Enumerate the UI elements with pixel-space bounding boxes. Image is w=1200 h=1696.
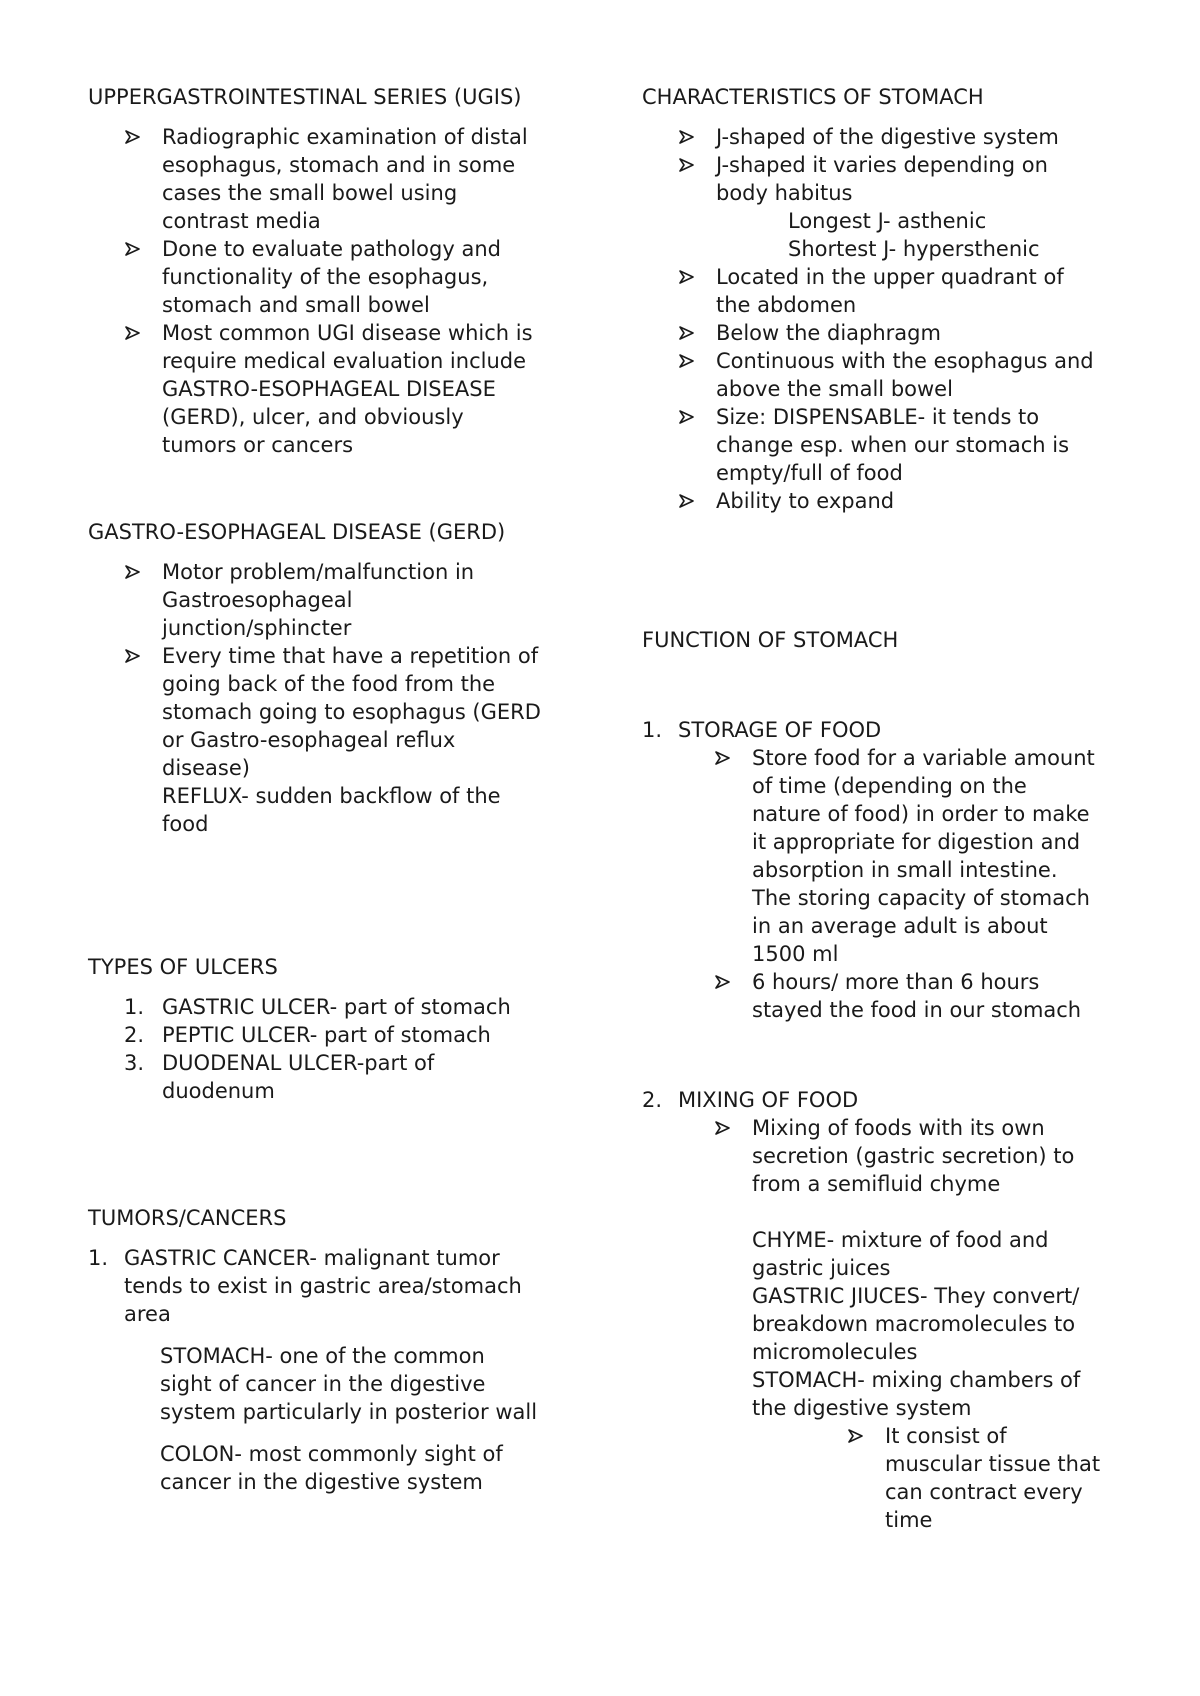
text-line: J-shaped of the digestive system [716, 125, 1059, 149]
text-line: nature of food) in order to make [752, 802, 1090, 826]
arrow-bullet-icon [678, 487, 696, 515]
text-line: Done to evaluate pathology and [162, 237, 501, 261]
ugis-heading: UPPERGASTROINTESTINAL SERIES (UGIS) [88, 85, 522, 109]
bullet-text [752, 968, 1081, 1024]
text-line: Gastroesophageal [162, 588, 353, 612]
list-number: 1. [124, 995, 145, 1019]
text-line: junction/sphincter [162, 616, 352, 640]
text-line: tends to exist in gastric area/stomach [124, 1274, 522, 1298]
char-bullet-6 [642, 403, 1124, 487]
text-line: body habitus [716, 181, 853, 205]
mixing-sub-bullet [642, 1422, 1124, 1534]
arrow-bullet-icon [678, 347, 696, 375]
text-line: tumors or cancers [162, 433, 354, 457]
char-bullet-2 [642, 151, 1124, 207]
gerd-bullet-1 [88, 558, 588, 642]
text-line: REFLUX- sudden backflow of the [162, 784, 501, 808]
list-text [124, 1244, 522, 1328]
text-line: stomach and small bowel [162, 293, 430, 317]
text-line: Continuous with the esophagus and [716, 349, 1094, 373]
bullet-text [716, 319, 941, 347]
storage-bullet-1 [642, 744, 1124, 968]
text-line: Mixing of foods with its own [752, 1116, 1045, 1140]
arrow-bullet-icon [678, 319, 696, 347]
bullet-text [752, 1114, 1074, 1198]
ulcers-heading: TYPES OF ULCERS [88, 955, 278, 979]
text-line: the digestive system [752, 1396, 972, 1420]
text-line: cases the small bowel using [162, 181, 458, 205]
stomach-cancer-note [88, 1342, 588, 1426]
text-line: or Gastro-esophageal reflux [162, 728, 456, 752]
tumor-item-1 [88, 1244, 588, 1328]
bullet-text [162, 123, 528, 235]
arrow-bullet-icon [714, 1114, 732, 1142]
list-text [162, 1049, 434, 1105]
text-line: Longest J- asthenic [788, 209, 987, 233]
char-bullet-3 [642, 263, 1124, 319]
text-line: Ability to expand [716, 489, 895, 513]
arrow-bullet-icon [678, 123, 696, 151]
char-bullet-4 [642, 319, 1124, 347]
text-line: functionality of the esophagus, [162, 265, 489, 289]
text-line: Most common UGI disease which is [162, 321, 533, 345]
list-number: 2. [124, 1023, 145, 1047]
text-line: contrast media [162, 209, 321, 233]
list-number: 3. [124, 1051, 145, 1075]
arrow-bullet-icon [714, 968, 732, 996]
text-line: sight of cancer in the digestive [160, 1372, 486, 1396]
text-line: It consist of [885, 1424, 1007, 1448]
right-column [642, 82, 1124, 1534]
arrow-bullet-icon [678, 403, 696, 431]
text-line: cancer in the digestive system [160, 1470, 483, 1494]
bullet-text [716, 123, 1059, 151]
ulcer-item-1 [88, 993, 588, 1021]
bullet-text [716, 487, 894, 515]
gerd-heading: GASTRO-ESOPHAGEAL DISEASE (GERD) [88, 520, 506, 544]
text-line: absorption in small intestine. [752, 858, 1058, 882]
text-line: 1500 ml [752, 942, 839, 966]
arrow-bullet-icon [714, 744, 732, 772]
list-text [678, 716, 881, 744]
bullet-text [716, 151, 1048, 207]
colon-cancer-note [88, 1440, 588, 1496]
text-line: can contract every [885, 1480, 1083, 1504]
text-line: stomach going to esophagus (GERD [162, 700, 541, 724]
ulcer-item-2 [88, 1021, 588, 1049]
storage-bullet-2 [642, 968, 1124, 1024]
text-line: of time (depending on the [752, 774, 1027, 798]
text-line: from a semifluid chyme [752, 1172, 1001, 1196]
text-line: 6 hours/ more than 6 hours [752, 970, 1040, 994]
text-line: breakdown macromolecules to [752, 1312, 1076, 1336]
tumors-heading: TUMORS/CANCERS [88, 1206, 287, 1230]
ulcer-item-3 [88, 1049, 588, 1105]
arrow-bullet-icon [847, 1422, 865, 1450]
text-line: GASTRIC JIUCES- They convert/ [752, 1284, 1080, 1308]
text-line: system particularly in posterior wall [160, 1400, 538, 1424]
text-line: J-shaped it varies depending on [716, 153, 1048, 177]
gerd-bullet-2 [88, 642, 588, 782]
left-column [88, 82, 588, 1496]
function-heading: FUNCTION OF STOMACH [642, 628, 899, 652]
ugis-bullet-2 [88, 235, 588, 319]
text-line: food [162, 812, 209, 836]
reflux-definition [88, 782, 588, 838]
text-line: duodenum [162, 1079, 275, 1103]
list-text [678, 1086, 858, 1114]
text-line: going back of the food from the [162, 672, 496, 696]
text-line: time [885, 1508, 933, 1532]
text-line: STOMACH- one of the common [160, 1344, 485, 1368]
bullet-text [162, 235, 501, 319]
list-text [162, 993, 511, 1021]
text-line: GASTRIC CANCER- malignant tumor [124, 1246, 500, 1270]
text-line: GASTRIC ULCER- part of stomach [162, 995, 511, 1019]
ugis-bullet-1 [88, 123, 588, 235]
characteristics-heading: CHARACTERISTICS OF STOMACH [642, 85, 984, 109]
text-line: PEPTIC ULCER- part of stomach [162, 1023, 491, 1047]
text-line: DUODENAL ULCER-part of [162, 1051, 435, 1075]
text-line: secretion (gastric secretion) to [752, 1144, 1075, 1168]
text-line: The storing capacity of stomach [752, 886, 1090, 910]
arrow-bullet-icon [124, 642, 142, 670]
bullet-text [885, 1422, 1100, 1534]
text-line: the abdomen [716, 293, 857, 317]
text-line: area [124, 1302, 171, 1326]
arrow-bullet-icon [124, 123, 142, 151]
char-bullet-5 [642, 347, 1124, 403]
text-line: Motor problem/malfunction in [162, 560, 475, 584]
arrow-bullet-icon [124, 319, 142, 347]
text-line: empty/full of food [716, 461, 903, 485]
bullet-text [162, 558, 474, 642]
text-line: STORAGE OF FOOD [678, 718, 882, 742]
text-line: (GERD), ulcer, and obviously [162, 405, 464, 429]
arrow-bullet-icon [124, 558, 142, 586]
text-line: above the small bowel [716, 377, 953, 401]
mixing-definitions [642, 1226, 1124, 1422]
text-line: esophagus, stomach and in some [162, 153, 516, 177]
bullet-text [752, 744, 1095, 968]
text-line: gastric juices [752, 1256, 891, 1280]
char-bullet-1 [642, 123, 1124, 151]
text-line: COLON- most commonly sight of [160, 1442, 503, 1466]
char-bullet-7 [642, 487, 1124, 515]
list-text [162, 1021, 491, 1049]
text-line: Shortest J- hypersthenic [788, 237, 1040, 261]
bullet-text [716, 347, 1094, 403]
text-line: Located in the upper quadrant of [716, 265, 1064, 289]
text-line: STOMACH- mixing chambers of [752, 1368, 1081, 1392]
text-line: stayed the food in our stomach [752, 998, 1082, 1022]
list-number: 1. [642, 718, 663, 742]
text-line: micromolecules [752, 1340, 918, 1364]
text-line: Below the diaphragm [716, 321, 941, 345]
bullet-text [716, 263, 1064, 319]
arrow-bullet-icon [678, 151, 696, 179]
text-line: change esp. when our stomach is [716, 433, 1070, 457]
text-line: disease) [162, 756, 250, 780]
text-line: in an average adult is about [752, 914, 1048, 938]
list-number: 2. [642, 1088, 663, 1112]
text-line: it appropriate for digestion and [752, 830, 1081, 854]
text-line: Every time that have a repetition of [162, 644, 539, 668]
function-item-2 [642, 1086, 1124, 1114]
body-habitus-examples [642, 207, 1124, 263]
text-line: require medical evaluation include [162, 349, 527, 373]
text-line: muscular tissue that [885, 1452, 1101, 1476]
list-number: 1. [88, 1246, 109, 1270]
text-line: MIXING OF FOOD [678, 1088, 859, 1112]
text-line: GASTRO-ESOPHAGEAL DISEASE [162, 377, 496, 401]
text-line: CHYME- mixture of food and [752, 1228, 1049, 1252]
function-item-1 [642, 716, 1124, 744]
arrow-bullet-icon [124, 235, 142, 263]
bullet-text [162, 642, 541, 782]
text-line: Store food for a variable amount [752, 746, 1095, 770]
ugis-bullet-3 [88, 319, 588, 459]
mixing-bullet-1 [642, 1114, 1124, 1198]
bullet-text [716, 403, 1069, 487]
bullet-text [162, 319, 533, 459]
arrow-bullet-icon [678, 263, 696, 291]
text-line: Size: DISPENSABLE- it tends to [716, 405, 1040, 429]
text-line: Radiographic examination of distal [162, 125, 528, 149]
